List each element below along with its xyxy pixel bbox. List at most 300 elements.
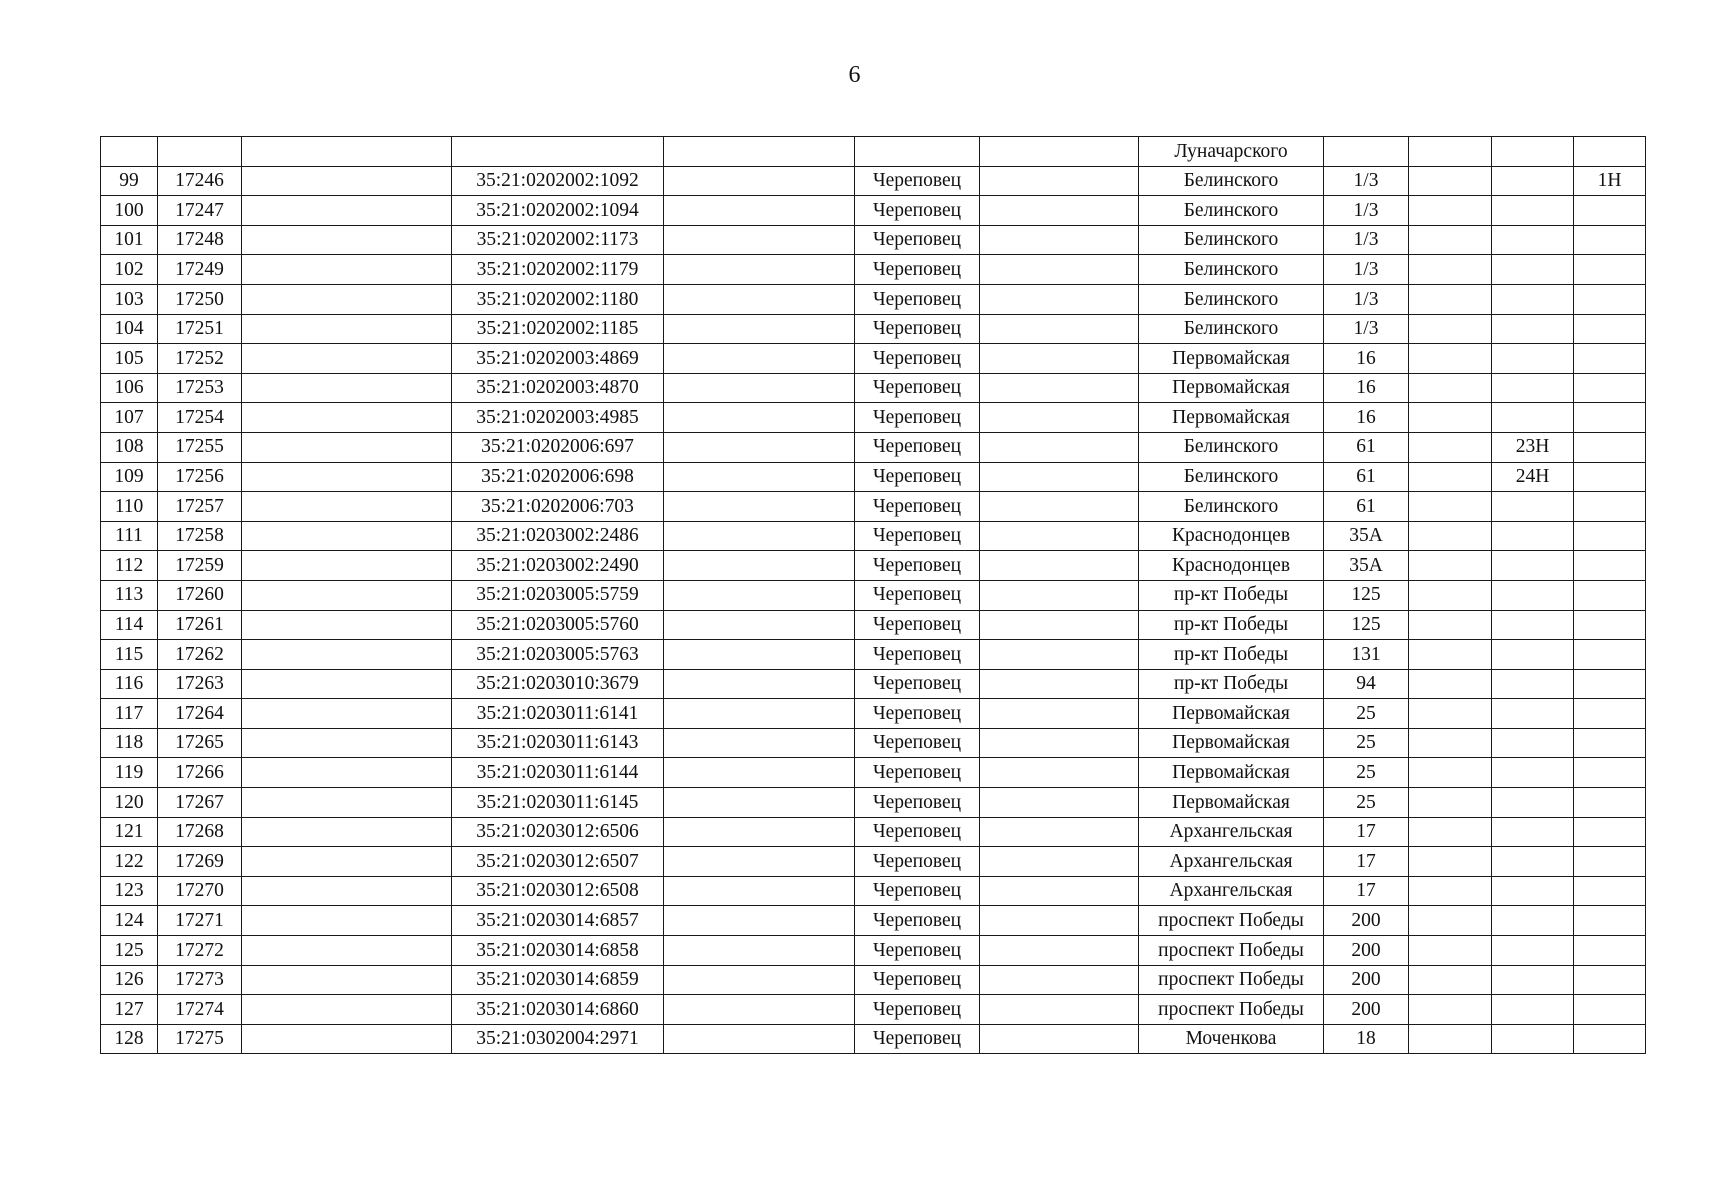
empty-cell xyxy=(664,847,855,877)
cadastral-number-cell: 35:21:0203005:5759 xyxy=(452,580,664,610)
premises-code-cell xyxy=(1492,876,1574,906)
house-number-cell: 18 xyxy=(1324,1024,1409,1054)
empty-cell xyxy=(664,965,855,995)
registry-number-cell: 17264 xyxy=(158,699,242,729)
cadastral-number-cell: 35:21:0203014:6859 xyxy=(452,965,664,995)
premises-code-cell xyxy=(1492,995,1574,1025)
city-cell: Череповец xyxy=(855,314,980,344)
premises-cell xyxy=(1574,225,1646,255)
house-number-cell: 25 xyxy=(1324,758,1409,788)
empty-cell xyxy=(1409,462,1492,492)
empty-cell xyxy=(664,788,855,818)
empty-cell xyxy=(980,728,1139,758)
cadastral-number-cell: 35:21:0203010:3679 xyxy=(452,669,664,699)
registry-number-cell: 17249 xyxy=(158,255,242,285)
premises-cell xyxy=(1574,403,1646,433)
premises-code-cell xyxy=(1492,137,1574,167)
empty-cell xyxy=(664,580,855,610)
table-row xyxy=(101,314,1646,344)
row-number-cell: 126 xyxy=(101,965,158,995)
empty-cell xyxy=(664,166,855,196)
premises-code-cell xyxy=(1492,788,1574,818)
premises-cell xyxy=(1574,847,1646,877)
row-number-cell: 116 xyxy=(101,669,158,699)
street-cell: пр-кт Победы xyxy=(1139,640,1324,670)
empty-cell xyxy=(242,728,452,758)
empty-cell xyxy=(664,876,855,906)
cadastral-number-cell: 35:21:0203005:5760 xyxy=(452,610,664,640)
empty-cell xyxy=(980,906,1139,936)
empty-cell xyxy=(242,492,452,522)
premises-cell xyxy=(1574,432,1646,462)
empty-cell xyxy=(664,403,855,433)
street-cell: Белинского xyxy=(1139,432,1324,462)
empty-cell xyxy=(1409,403,1492,433)
table-row xyxy=(101,166,1646,196)
house-number-cell: 35А xyxy=(1324,521,1409,551)
registry-number-cell: 17270 xyxy=(158,876,242,906)
table-row xyxy=(101,817,1646,847)
premises-code-cell: 24Н xyxy=(1492,462,1574,492)
empty-cell xyxy=(664,284,855,314)
empty-cell xyxy=(980,995,1139,1025)
empty-cell xyxy=(664,728,855,758)
table-row xyxy=(101,610,1646,640)
empty-cell xyxy=(980,640,1139,670)
cadastral-number-cell: 35:21:0202006:697 xyxy=(452,432,664,462)
empty-cell xyxy=(664,758,855,788)
registry-number-cell xyxy=(158,137,242,167)
city-cell: Череповец xyxy=(855,225,980,255)
empty-cell xyxy=(1409,314,1492,344)
premises-cell xyxy=(1574,728,1646,758)
premises-cell xyxy=(1574,284,1646,314)
premises-cell: 1Н xyxy=(1574,166,1646,196)
registry-number-cell: 17247 xyxy=(158,196,242,226)
empty-cell xyxy=(980,373,1139,403)
cadastral-number-cell: 35:21:0203012:6508 xyxy=(452,876,664,906)
empty-cell xyxy=(664,610,855,640)
row-number-cell: 99 xyxy=(101,166,158,196)
empty-cell xyxy=(1409,906,1492,936)
premises-code-cell xyxy=(1492,521,1574,551)
row-number-cell: 127 xyxy=(101,995,158,1025)
street-cell: Первомайская xyxy=(1139,403,1324,433)
premises-code-cell xyxy=(1492,728,1574,758)
street-cell: Первомайская xyxy=(1139,728,1324,758)
empty-cell xyxy=(664,373,855,403)
empty-cell xyxy=(980,758,1139,788)
row-number-cell: 123 xyxy=(101,876,158,906)
table-row xyxy=(101,432,1646,462)
empty-cell xyxy=(664,699,855,729)
empty-cell xyxy=(1409,817,1492,847)
row-number-cell: 128 xyxy=(101,1024,158,1054)
empty-cell xyxy=(242,788,452,818)
registry-number-cell: 17252 xyxy=(158,344,242,374)
house-number-cell: 25 xyxy=(1324,699,1409,729)
street-cell: проспект Победы xyxy=(1139,936,1324,966)
table-row xyxy=(101,196,1646,226)
registry-number-cell: 17265 xyxy=(158,728,242,758)
empty-cell xyxy=(1409,995,1492,1025)
premises-code-cell xyxy=(1492,344,1574,374)
empty-cell xyxy=(1409,936,1492,966)
empty-cell xyxy=(1409,610,1492,640)
empty-cell xyxy=(980,699,1139,729)
table-row xyxy=(101,936,1646,966)
city-cell: Череповец xyxy=(855,492,980,522)
table-row xyxy=(101,462,1646,492)
city-cell: Череповец xyxy=(855,847,980,877)
empty-cell xyxy=(242,758,452,788)
empty-cell xyxy=(980,225,1139,255)
premises-cell xyxy=(1574,965,1646,995)
premises-code-cell xyxy=(1492,225,1574,255)
empty-cell xyxy=(664,995,855,1025)
cadastral-number-cell: 35:21:0203011:6143 xyxy=(452,728,664,758)
premises-code-cell xyxy=(1492,373,1574,403)
street-cell: пр-кт Победы xyxy=(1139,610,1324,640)
table-row xyxy=(101,255,1646,285)
table-row xyxy=(101,995,1646,1025)
premises-cell xyxy=(1574,788,1646,818)
premises-code-cell xyxy=(1492,403,1574,433)
city-cell: Череповец xyxy=(855,640,980,670)
street-cell: Белинского xyxy=(1139,314,1324,344)
empty-cell xyxy=(1409,847,1492,877)
cadastral-number-cell: 35:21:0202006:703 xyxy=(452,492,664,522)
cadastral-number-cell: 35:21:0202002:1179 xyxy=(452,255,664,285)
street-cell: Первомайская xyxy=(1139,788,1324,818)
city-cell: Череповец xyxy=(855,876,980,906)
premises-cell xyxy=(1574,995,1646,1025)
empty-cell xyxy=(980,669,1139,699)
empty-cell xyxy=(242,669,452,699)
house-number-cell: 17 xyxy=(1324,876,1409,906)
registry-number-cell: 17267 xyxy=(158,788,242,818)
row-number-cell: 119 xyxy=(101,758,158,788)
empty-cell xyxy=(242,196,452,226)
empty-cell xyxy=(980,462,1139,492)
cadastral-number-cell: 35:21:0203011:6141 xyxy=(452,699,664,729)
street-cell: Архангельская xyxy=(1139,847,1324,877)
premises-code-cell xyxy=(1492,669,1574,699)
premises-cell xyxy=(1574,936,1646,966)
empty-cell xyxy=(1409,1024,1492,1054)
empty-cell xyxy=(980,580,1139,610)
row-number-cell: 115 xyxy=(101,640,158,670)
table-row xyxy=(101,521,1646,551)
empty-cell xyxy=(1409,788,1492,818)
city-cell: Череповец xyxy=(855,432,980,462)
cadastral-number-cell: 35:21:0202002:1180 xyxy=(452,284,664,314)
house-number-cell: 200 xyxy=(1324,906,1409,936)
premises-code-cell xyxy=(1492,284,1574,314)
premises-cell xyxy=(1574,551,1646,581)
row-number-cell: 104 xyxy=(101,314,158,344)
city-cell: Череповец xyxy=(855,758,980,788)
empty-cell xyxy=(242,551,452,581)
house-number-cell: 131 xyxy=(1324,640,1409,670)
registry-number-cell: 17259 xyxy=(158,551,242,581)
street-cell: Луначарского xyxy=(1139,137,1324,167)
cadastral-number-cell: 35:21:0203012:6507 xyxy=(452,847,664,877)
empty-cell xyxy=(242,462,452,492)
house-number-cell: 1/3 xyxy=(1324,255,1409,285)
city-cell: Череповец xyxy=(855,373,980,403)
table-row xyxy=(101,906,1646,936)
city-cell: Череповец xyxy=(855,995,980,1025)
street-cell: проспект Победы xyxy=(1139,965,1324,995)
row-number-cell: 110 xyxy=(101,492,158,522)
row-number-cell: 108 xyxy=(101,432,158,462)
house-number-cell: 61 xyxy=(1324,432,1409,462)
premises-cell xyxy=(1574,817,1646,847)
empty-cell xyxy=(980,344,1139,374)
empty-cell xyxy=(242,610,452,640)
empty-cell xyxy=(242,936,452,966)
city-cell: Череповец xyxy=(855,936,980,966)
registry-number-cell: 17268 xyxy=(158,817,242,847)
empty-cell xyxy=(1409,373,1492,403)
table-row xyxy=(101,758,1646,788)
cadastral-number-cell xyxy=(452,137,664,167)
table-row xyxy=(101,284,1646,314)
cadastral-number-cell: 35:21:0302004:2971 xyxy=(452,1024,664,1054)
empty-cell xyxy=(980,166,1139,196)
street-cell: Первомайская xyxy=(1139,699,1324,729)
premises-code-cell xyxy=(1492,936,1574,966)
empty-cell xyxy=(980,788,1139,818)
empty-cell xyxy=(664,314,855,344)
city-cell: Череповец xyxy=(855,728,980,758)
city-cell: Череповец xyxy=(855,1024,980,1054)
registry-body xyxy=(101,137,1646,1054)
empty-cell xyxy=(1409,640,1492,670)
empty-cell xyxy=(242,640,452,670)
empty-cell xyxy=(664,344,855,374)
table-row xyxy=(101,669,1646,699)
city-cell: Череповец xyxy=(855,965,980,995)
empty-cell xyxy=(664,196,855,226)
house-number-cell: 1/3 xyxy=(1324,225,1409,255)
empty-cell xyxy=(980,847,1139,877)
empty-cell xyxy=(664,225,855,255)
row-number-cell: 122 xyxy=(101,847,158,877)
premises-cell xyxy=(1574,492,1646,522)
cadastral-number-cell: 35:21:0203011:6144 xyxy=(452,758,664,788)
empty-cell xyxy=(980,403,1139,433)
registry-number-cell: 17255 xyxy=(158,432,242,462)
empty-cell xyxy=(1409,137,1492,167)
street-cell: Белинского xyxy=(1139,492,1324,522)
house-number-cell: 17 xyxy=(1324,817,1409,847)
empty-cell xyxy=(980,610,1139,640)
registry-number-cell: 17273 xyxy=(158,965,242,995)
premises-cell xyxy=(1574,1024,1646,1054)
empty-cell xyxy=(664,492,855,522)
premises-cell xyxy=(1574,699,1646,729)
premises-code-cell xyxy=(1492,314,1574,344)
cadastral-number-cell: 35:21:0202002:1185 xyxy=(452,314,664,344)
cadastral-number-cell: 35:21:0202006:698 xyxy=(452,462,664,492)
premises-cell xyxy=(1574,255,1646,285)
house-number-cell: 35А xyxy=(1324,551,1409,581)
premises-code-cell xyxy=(1492,847,1574,877)
row-number-cell: 109 xyxy=(101,462,158,492)
empty-cell xyxy=(664,137,855,167)
street-cell: Белинского xyxy=(1139,166,1324,196)
row-number-cell: 120 xyxy=(101,788,158,818)
property-registry-table xyxy=(100,136,1646,1054)
street-cell: проспект Победы xyxy=(1139,906,1324,936)
empty-cell xyxy=(1409,669,1492,699)
row-number-cell: 121 xyxy=(101,817,158,847)
street-cell: Краснодонцев xyxy=(1139,551,1324,581)
premises-cell xyxy=(1574,580,1646,610)
premises-code-cell xyxy=(1492,817,1574,847)
empty-cell xyxy=(242,225,452,255)
house-number-cell: 1/3 xyxy=(1324,166,1409,196)
empty-cell xyxy=(980,1024,1139,1054)
empty-cell xyxy=(1409,196,1492,226)
premises-cell xyxy=(1574,196,1646,226)
row-number-cell: 106 xyxy=(101,373,158,403)
empty-cell xyxy=(980,521,1139,551)
empty-cell xyxy=(980,255,1139,285)
row-number-cell: 107 xyxy=(101,403,158,433)
empty-cell xyxy=(1409,699,1492,729)
empty-cell xyxy=(1409,284,1492,314)
empty-cell xyxy=(664,1024,855,1054)
street-cell: проспект Победы xyxy=(1139,995,1324,1025)
premises-cell xyxy=(1574,669,1646,699)
premises-code-cell xyxy=(1492,255,1574,285)
row-number-cell: 113 xyxy=(101,580,158,610)
row-number-cell: 118 xyxy=(101,728,158,758)
cadastral-number-cell: 35:21:0203002:2486 xyxy=(452,521,664,551)
registry-number-cell: 17272 xyxy=(158,936,242,966)
cadastral-number-cell: 35:21:0203002:2490 xyxy=(452,551,664,581)
empty-cell xyxy=(242,166,452,196)
empty-cell xyxy=(242,699,452,729)
house-number-cell: 125 xyxy=(1324,610,1409,640)
empty-cell xyxy=(664,936,855,966)
city-cell: Череповец xyxy=(855,580,980,610)
city-cell: Череповец xyxy=(855,196,980,226)
premises-cell xyxy=(1574,758,1646,788)
table-row xyxy=(101,788,1646,818)
row-number-cell: 125 xyxy=(101,936,158,966)
empty-cell xyxy=(1409,492,1492,522)
registry-number-cell: 17246 xyxy=(158,166,242,196)
empty-cell xyxy=(980,936,1139,966)
street-cell: Краснодонцев xyxy=(1139,521,1324,551)
registry-number-cell: 17266 xyxy=(158,758,242,788)
city-cell: Череповец xyxy=(855,906,980,936)
table-row xyxy=(101,373,1646,403)
house-number-cell: 16 xyxy=(1324,403,1409,433)
registry-number-cell: 17263 xyxy=(158,669,242,699)
empty-cell xyxy=(1409,166,1492,196)
empty-cell xyxy=(1409,728,1492,758)
empty-cell xyxy=(1409,965,1492,995)
empty-cell xyxy=(1409,521,1492,551)
city-cell: Череповец xyxy=(855,610,980,640)
empty-cell xyxy=(242,284,452,314)
street-cell: Моченкова xyxy=(1139,1024,1324,1054)
house-number-cell: 16 xyxy=(1324,373,1409,403)
empty-cell xyxy=(664,255,855,285)
registry-number-cell: 17269 xyxy=(158,847,242,877)
empty-cell xyxy=(1409,758,1492,788)
premises-cell xyxy=(1574,344,1646,374)
street-cell: Белинского xyxy=(1139,196,1324,226)
empty-cell xyxy=(242,847,452,877)
table-row xyxy=(101,344,1646,374)
premises-cell xyxy=(1574,137,1646,167)
row-number-cell: 111 xyxy=(101,521,158,551)
row-number-cell: 112 xyxy=(101,551,158,581)
premises-code-cell xyxy=(1492,610,1574,640)
city-cell: Череповец xyxy=(855,462,980,492)
registry-number-cell: 17254 xyxy=(158,403,242,433)
empty-cell xyxy=(242,906,452,936)
empty-cell xyxy=(664,640,855,670)
city-cell: Череповец xyxy=(855,699,980,729)
empty-cell xyxy=(980,314,1139,344)
street-cell: Архангельская xyxy=(1139,817,1324,847)
street-cell: Белинского xyxy=(1139,225,1324,255)
house-number-cell: 61 xyxy=(1324,492,1409,522)
empty-cell xyxy=(980,965,1139,995)
premises-code-cell: 23Н xyxy=(1492,432,1574,462)
house-number-cell: 125 xyxy=(1324,580,1409,610)
premises-code-cell xyxy=(1492,196,1574,226)
row-number-cell: 103 xyxy=(101,284,158,314)
table-row xyxy=(101,876,1646,906)
premises-code-cell xyxy=(1492,551,1574,581)
empty-cell xyxy=(1409,344,1492,374)
empty-cell xyxy=(1409,432,1492,462)
registry-number-cell: 17261 xyxy=(158,610,242,640)
empty-cell xyxy=(1409,225,1492,255)
empty-cell xyxy=(980,432,1139,462)
house-number-cell: 1/3 xyxy=(1324,196,1409,226)
registry-number-cell: 17251 xyxy=(158,314,242,344)
premises-cell xyxy=(1574,610,1646,640)
row-number-cell: 102 xyxy=(101,255,158,285)
city-cell: Череповец xyxy=(855,521,980,551)
premises-code-cell xyxy=(1492,1024,1574,1054)
empty-cell xyxy=(980,817,1139,847)
row-number-cell: 105 xyxy=(101,344,158,374)
premises-cell xyxy=(1574,314,1646,344)
empty-cell xyxy=(664,817,855,847)
empty-cell xyxy=(1409,580,1492,610)
empty-cell xyxy=(1409,255,1492,285)
cadastral-number-cell: 35:21:0203014:6857 xyxy=(452,906,664,936)
city-cell: Череповец xyxy=(855,344,980,374)
city-cell: Череповец xyxy=(855,403,980,433)
empty-cell xyxy=(980,492,1139,522)
cadastral-number-cell: 35:21:0203014:6858 xyxy=(452,936,664,966)
house-number-cell xyxy=(1324,137,1409,167)
table-row xyxy=(101,1024,1646,1054)
city-cell: Череповец xyxy=(855,284,980,314)
premises-code-cell xyxy=(1492,965,1574,995)
